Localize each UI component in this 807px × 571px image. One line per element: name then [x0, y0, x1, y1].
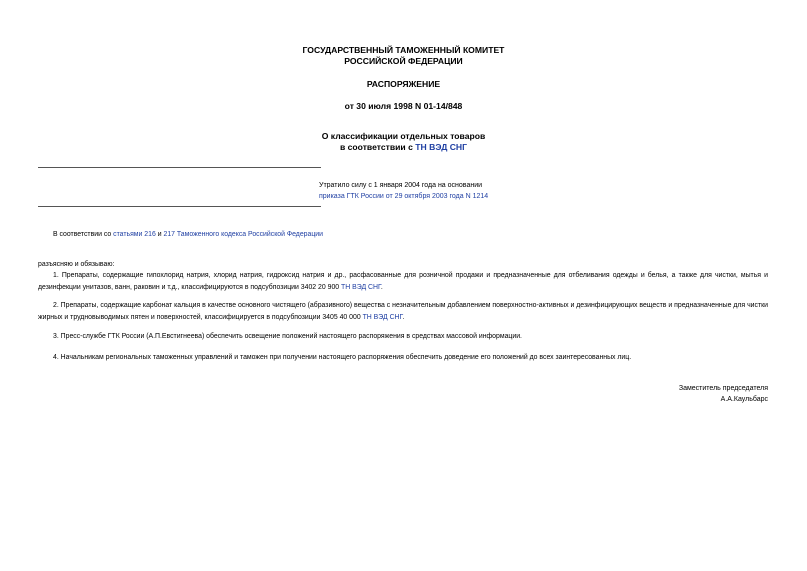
list-item: [38, 300, 768, 323]
preamble-and: и: [155, 231, 164, 238]
item-1-tn-ved-link[interactable]: ТН ВЭД СНГ: [341, 283, 381, 291]
org-line-1: ГОСУДАРСТВЕННЫЙ ТАМОЖЕННЫЙ КОМИТЕТ: [302, 45, 505, 55]
item-1-suffix: .: [380, 283, 383, 291]
divider-top: [38, 167, 321, 168]
item-2-text: 2. Препараты, содержащие карбонат кальция в качестве основного чистящего (абразивного) вещества с незначительным добавлением поверхностно-активных и дезинфицирующих веществ и предназначенные для чистки жирных и трудновыводимых пятен и поверхностей, классифицируется в подсубпозиции 3405 40 000: [38, 302, 768, 321]
item-3-text: 3. Пресс-службе ГТК России (А.П.Евстигнеева) обеспечить освещение положений настоящего распоряжения в средствах массовой информации.: [53, 333, 522, 340]
signatory-position: Заместитель председателя: [678, 385, 768, 392]
title-line-2-text: в соответствии с: [339, 142, 416, 152]
customs-code-link[interactable]: 217 Таможенного кодекса Российской Федерации: [163, 231, 323, 238]
item-4-text: 4. Начальникам региональных таможенных управлений и таможен при получении настоящего распоряжения обеспечить доведение его положений до всех заинтересованных лиц.: [53, 354, 632, 361]
document-type: РАСПОРЯЖЕНИЕ: [366, 79, 441, 89]
item-1-text: 1. Препараты, содержащие гипохлорид натрия, хлорид натрия, гидроксид натрия и др., расфасованные для розничной продажи и предназначенные для отбеливания одежды и белья, а также для чистки, мытья и дезинфекции унитазов, ванн, раковин и т.д., классифицируются в подсубпозиции 3402 20 900: [38, 272, 768, 291]
org-line-2: РОССИЙСКОЙ ФЕДЕРАЦИИ: [344, 56, 463, 66]
repeal-order-link[interactable]: приказа ГТК России от 29 октября 2003 года N 1214: [319, 193, 489, 200]
signature-block: [568, 383, 768, 405]
document-date-number: от 30 июля 1998 N 01-14/848: [344, 101, 463, 111]
list-item: [38, 331, 768, 343]
intro-line: разъясняю и обязываю:: [38, 261, 115, 268]
signatory-name: А.А.Каульбарс: [720, 396, 768, 403]
tn-ved-link[interactable]: ТН ВЭД СНГ: [415, 142, 468, 152]
organization-name: [0, 45, 807, 67]
status-note: [319, 180, 488, 202]
title-line-1: О классификации отдельных товаров: [321, 131, 486, 141]
item-2-tn-ved-link[interactable]: ТН ВЭД СНГ: [362, 313, 403, 321]
articles-216-link[interactable]: статьями 216: [113, 231, 156, 238]
preamble-text: В соответствии со: [53, 231, 114, 238]
list-item: [38, 352, 768, 364]
status-note-text: Утратило силу с 1 января 2004 года на основании: [319, 182, 483, 189]
document-title: [0, 131, 807, 153]
item-2-suffix: .: [402, 313, 405, 321]
title-line-2: [0, 142, 807, 153]
list-item: [38, 270, 768, 293]
divider-bottom: [38, 206, 321, 207]
preamble: [53, 229, 783, 241]
